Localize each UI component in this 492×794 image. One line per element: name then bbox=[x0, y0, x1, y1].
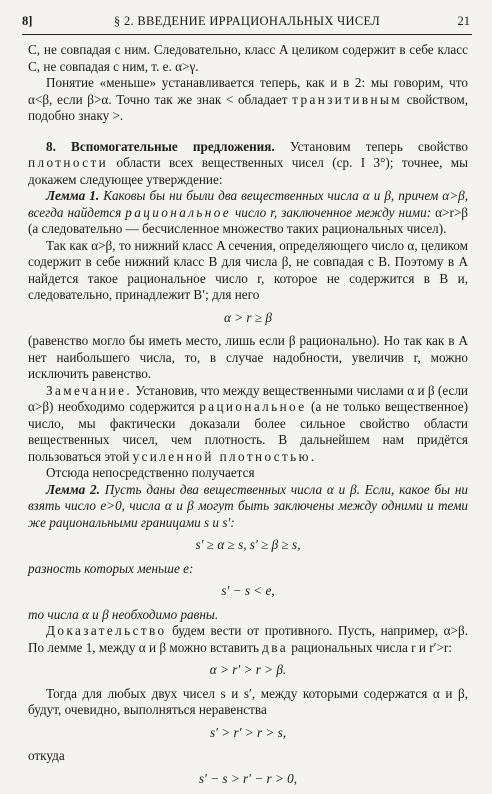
spaced-emphasis: рациональное bbox=[125, 204, 231, 220]
page-body bbox=[28, 42, 468, 794]
paragraph: Понятие «меньше» устанавливается теперь, как и в 2: мы говорим, что α<β, если β>α. Точно так же знак < обладает транзитивным свойством, подобно знаку >. bbox=[28, 75, 468, 123]
page-number: 21 bbox=[457, 14, 470, 28]
section-title: § 2. ВВЕДЕНИЕ ИРРАЦИОНАЛЬНЫХ ЧИСЕЛ bbox=[113, 14, 381, 28]
formula: s′ > r′ > r > s, bbox=[209, 724, 287, 740]
formula: α > r′ > r > β. bbox=[209, 662, 287, 677]
paragraph: C, не совпадая с ним. Следовательно, класс A целиком содержит в себе класс C, не совпадая с ним, т. е. α>γ. bbox=[28, 42, 468, 74]
formula: s′ − s < e, bbox=[221, 583, 275, 598]
paragraph: то числа α и β необходимо равны. bbox=[28, 606, 219, 622]
paragraph: Так как α>β, то нижний класс A сечения, определяющего число α, целиком содержит в себе нижний класс B для числа β, не совпадая с B. Поэтому в A найдется такое рациональное число r, которое не содержится в B и, следовательно, принадлежит B′; для него bbox=[28, 237, 468, 302]
spaced-emphasis: рациональное bbox=[199, 399, 307, 414]
chapter-marker: 8] bbox=[22, 14, 33, 28]
remark: Замечание. Установив, что между вещественными числами α и β (если α>β) необходимо содержится рациональное (а не только вещественное) число, мы фактически доказали более сильное свойство области вещественных чисел, чем плотность. В дальнейшем нам придётся пользоваться этой усиленной плотностью. bbox=[28, 382, 468, 464]
lemma-title: Лемма 2. bbox=[46, 481, 100, 497]
formula: s′ − s > r′ − r > 0, bbox=[198, 770, 298, 786]
proof: Доказательство будем вести от противного. Пусть, например, α>β. По лемме 1, между α и β можно вставить два рациональных числа r и r′>r: bbox=[28, 623, 468, 655]
paragraph: Тогда для любых двух чисел s и s′, между которыми содержатся α и β, будут, очевидно, выполняться неравенства bbox=[28, 685, 468, 717]
spaced-emphasis: транзитивным bbox=[292, 91, 402, 107]
section-8-paragraph: 8. Вспомогательные предложения. Установим теперь свойство плотности области всех вещественных чисел (ср. I 3°); точнее, мы докажем следующее утверждение: bbox=[28, 138, 468, 187]
spaced-emphasis: два bbox=[262, 639, 288, 655]
proof-title: Доказательство bbox=[46, 623, 167, 638]
paragraph: (равенство могло бы иметь место, лишь если β рационально). Но так как в A нет наибольшего числа, то, в случае надобности, увеличив r, можно исключить равенство. bbox=[28, 333, 468, 381]
paragraph: откуда bbox=[28, 748, 65, 763]
paragraph: Отсюда непосредственно получается bbox=[46, 465, 255, 480]
lemma-2: Лемма 2. Пусть даны два вещественных числа α и β. Если, какое бы ни взять число e>0, числа α и β могут быть заключены между одними и теми же рациональными границами s и s′: bbox=[28, 481, 468, 530]
formula: α > r ≥ β bbox=[224, 309, 272, 325]
lemma-1: Лемма 1. Каковы бы ни были два вещественных числа α и β, причем α>β, всегда найдется рациональное число r, заключенное между ними: α>r>β (а следовательно — бесчисленное множество таких рациональных чисел). bbox=[28, 188, 468, 236]
section-heading: 8. Вспомогательные предложения. bbox=[46, 138, 275, 154]
lemma-title: Лемма 1. bbox=[46, 188, 100, 203]
running-header bbox=[22, 8, 472, 35]
remark-title: Замечание. bbox=[46, 382, 133, 398]
spaced-emphasis: плотности bbox=[28, 155, 109, 170]
spaced-emphasis: усиленной плотностью. bbox=[132, 448, 317, 464]
paragraph: разность которых меньше e: bbox=[28, 560, 194, 576]
formula: s′ ≥ α ≥ s, s′ ≥ β ≥ s, bbox=[195, 537, 301, 552]
